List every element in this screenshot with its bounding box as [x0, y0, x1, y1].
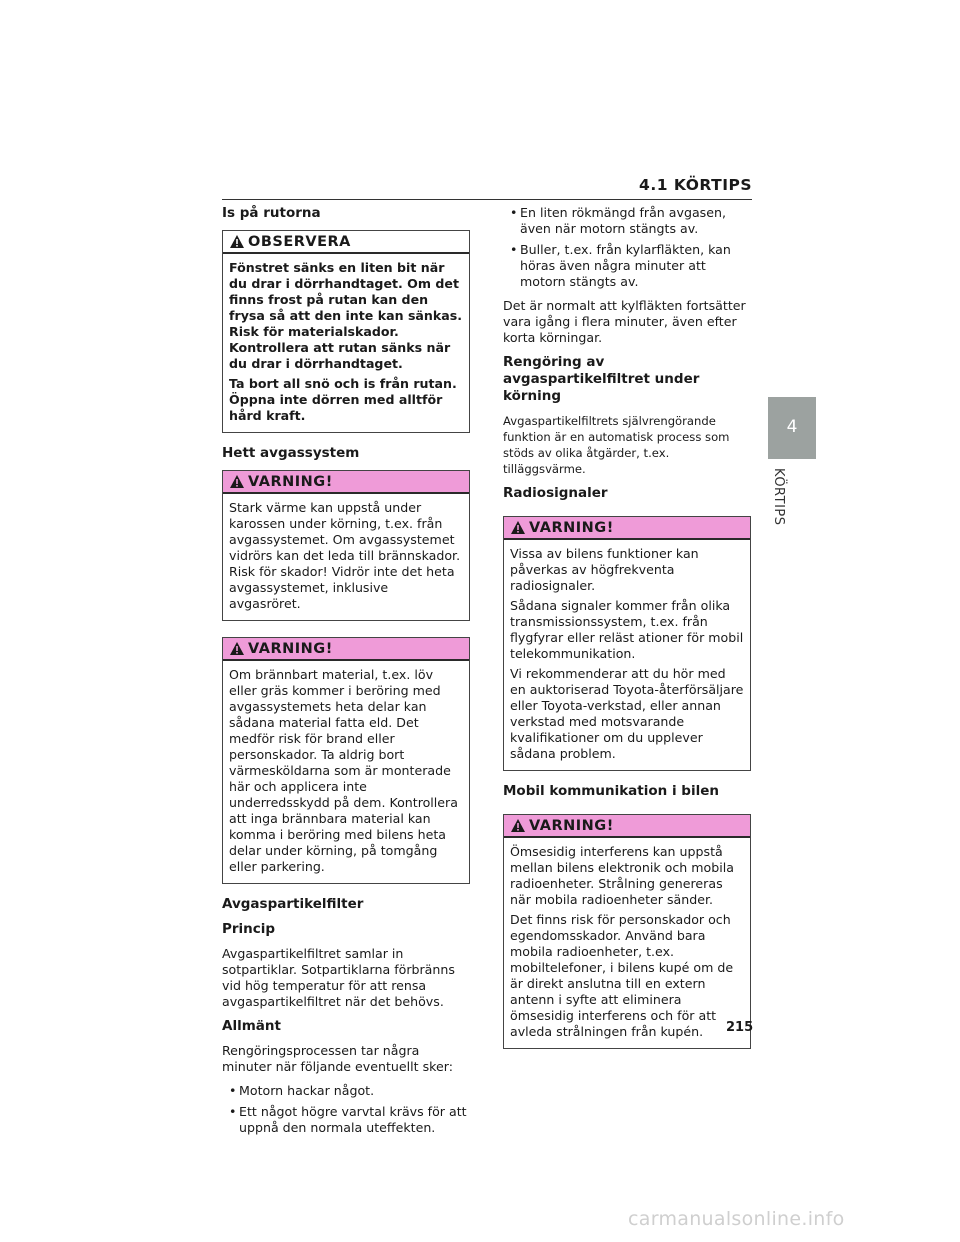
- warning-text: Om brännbart material, t.ex. löv eller gräs kommer i beröring med avgassystemets heta delar kan sådana material fatta eld. Det medför risk för brand eller personskador. Ta aldrig bort värmesköldarna som är monterade här och applicera inte underredsskydd på dem. Kontrollera att inga brännbara material kan komma i beröring med bilens heta delar under körning, på tomgång eller parkering.: [229, 667, 458, 874]
- warning-title: VARNING!: [248, 473, 333, 490]
- page-header: [222, 176, 752, 198]
- warning-header: [504, 815, 750, 838]
- warning-triangle-icon: [510, 520, 526, 535]
- heading-particle-filter: Avgaspartikelfilter: [222, 896, 364, 912]
- filter-cleaning-text: Avgaspartikelfiltrets självrengörande funktion är en automatisk process som stöds av olika åtgärder, t.ex. tilläggsvärme.: [503, 414, 730, 476]
- heading-ice: Is på rutorna: [222, 205, 321, 221]
- bullet-list: [222, 1083, 470, 1136]
- fan-normal-text: Det är normalt att kylfläkten fortsätter vara igång i flera minuter, även efter korta körningar.: [503, 298, 746, 345]
- list-item: • Buller, t.ex. från kylarfläkten, kan höras även några minuter att motorn stängts av.: [503, 242, 751, 290]
- observera-box: [222, 230, 470, 433]
- observera-title: OBSERVERA: [248, 233, 351, 250]
- right-column: [503, 205, 754, 1061]
- warning-text: Vissa av bilens funktioner kan påverkas av högfrekventa radiosignaler.: [510, 546, 699, 593]
- list-item: • En liten rökmängd från avgasen, även när motorn stängts av.: [503, 205, 751, 237]
- warning-header: [223, 638, 469, 661]
- left-column: [222, 205, 470, 1144]
- warning-box: [222, 470, 470, 621]
- heading-mobile-communication: Mobil kommunikation i bilen: [503, 783, 719, 799]
- warning-text: Vi rekommenderar att du hör med en auktoriserad Toyota-återförsäljare eller Toyota-verkstad, eller annan verkstad med motsvarande kvalifikationer om du upplever sådana problem.: [510, 666, 744, 761]
- warning-text: Det finns risk för personskador och egendomsskador. Använd bara mobila radioenheter, t.ex. mobiltelefoner, i bilens kupé om de är direkt anslutna till en extern antenn i syfte att eliminera ömsesidig interferens och för att avleda strålningen från kupén.: [510, 912, 734, 1039]
- warning-triangle-icon: [229, 474, 245, 489]
- warning-triangle-icon: [510, 818, 526, 833]
- warning-text: Sådana signaler kommer från olika transmissionssystem, t.ex. från flygfyrar eller reläst ationer för mobil telekommunikation.: [510, 598, 744, 661]
- warning-triangle-icon: [229, 641, 245, 656]
- chapter-number: 4: [786, 417, 798, 437]
- section-title: 4.1 KÖRTIPS: [639, 176, 752, 194]
- warning-box: [222, 637, 470, 884]
- general-text: Rengöringsprocessen tar några minuter när följande eventuellt sker:: [222, 1043, 453, 1074]
- watermark: carmanualsonline.info: [628, 1208, 845, 1230]
- chapter-tab: [768, 397, 816, 459]
- heading-general: Allmänt: [222, 1018, 281, 1034]
- chapter-label: KÖRTIPS: [771, 468, 786, 526]
- observera-header: [223, 231, 469, 254]
- list-item: • Motorn hackar något.: [222, 1083, 470, 1099]
- header-divider: [222, 199, 752, 200]
- list-item: • Ett något högre varvtal krävs för att uppnå den normala uteffekten.: [222, 1104, 470, 1136]
- warning-title: VARNING!: [248, 640, 333, 657]
- heading-hot-exhaust: Hett avgassystem: [222, 445, 360, 461]
- heading-filter-cleaning: Rengöring av avgaspartikelfiltret under körning: [503, 354, 700, 404]
- observera-text-1: Fönstret sänks en liten bit när du drar i dörrhandtaget. Om det finns frost på rutan kan den frysa så att den inte kan sänkas. Risk för materialskador. Kontrollera att rutan sänks när du drar i dörrhandtaget.: [229, 260, 463, 371]
- principle-text: Avgaspartikelfiltret samlar in sotpartiklar. Sotpartiklarna förbränns vid hög temperatur för att rensa avgaspartikelfiltret när det behövs.: [222, 946, 455, 1009]
- bullet-list: [503, 205, 751, 290]
- warning-header: [223, 471, 469, 494]
- warning-text: Ömsesidig interferens kan uppstå mellan bilens elektronik och mobila radioenheter. Strålning genereras när mobila radioenheter sänder.: [510, 844, 734, 907]
- page-number: 215: [726, 1020, 754, 1035]
- observera-text-2: Ta bort all snö och is från rutan. Öppna inte dörren med alltför hård kraft.: [229, 376, 457, 423]
- warning-box: [503, 814, 754, 1049]
- warning-box: [503, 516, 751, 771]
- warning-header: [504, 517, 750, 540]
- heading-radio-signals: Radiosignaler: [503, 485, 608, 501]
- warning-title: VARNING!: [529, 519, 614, 536]
- warning-triangle-icon: [229, 234, 245, 249]
- warning-text: Stark värme kan uppstå under karossen under körning, t.ex. från avgassystemet. Om avgassystemet vidrörs kan det leda till brännskador. Risk för skador! Vidrör inte det heta avgassystemet, inklusive avgasröret.: [229, 500, 461, 611]
- heading-principle: Princip: [222, 921, 276, 937]
- warning-title: VARNING!: [529, 817, 614, 834]
